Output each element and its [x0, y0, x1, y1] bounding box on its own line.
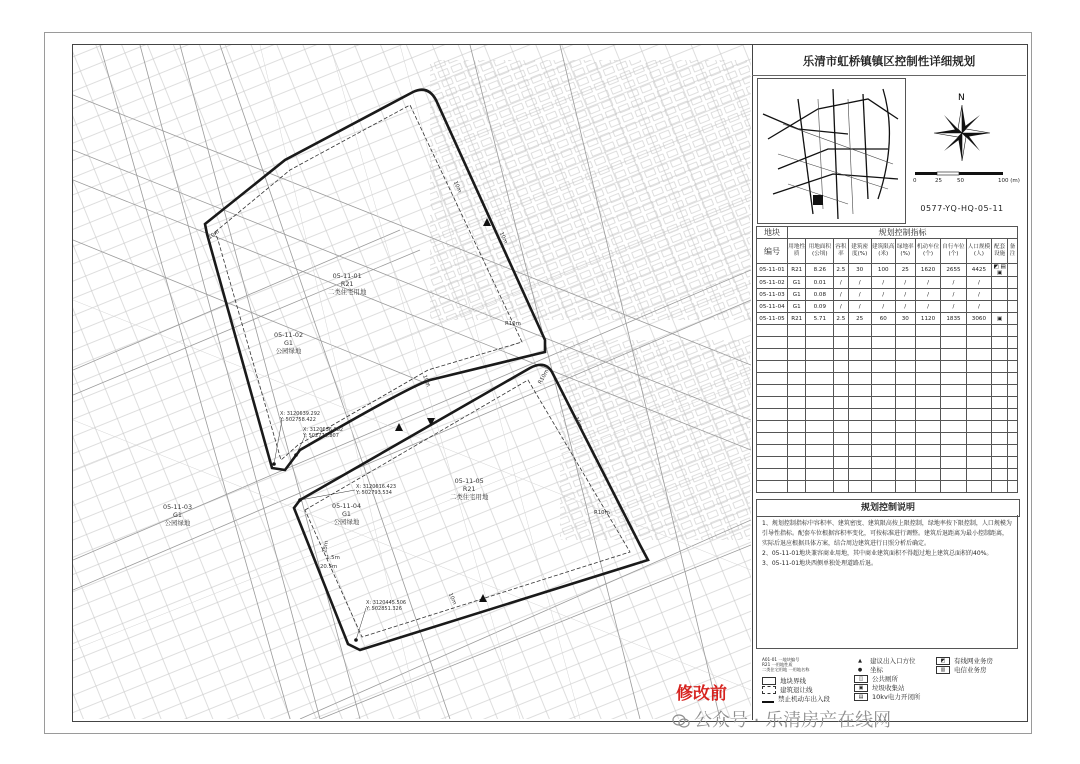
legend-item: ▥ 电信业务房 [936, 665, 987, 674]
table-row-empty [757, 481, 1018, 493]
table-cell: / [848, 289, 871, 301]
revision-stamp: 修改前 [676, 684, 727, 704]
watermark: 公众号 · 乐清房产在线网 [672, 706, 891, 732]
col-header: 绿地率(%) [895, 239, 915, 264]
table-row [757, 313, 1018, 325]
dimension-label: R10m [505, 321, 521, 327]
table-cell: / [871, 289, 895, 301]
key-plan [757, 78, 906, 224]
legend-item: ◩ 有线网业务房 [936, 656, 993, 665]
table-cell: / [941, 277, 966, 289]
plot-no-header: 编号 [757, 239, 788, 264]
table-cell [1008, 277, 1018, 289]
drawing-title: 乐清市虹桥镇镇区控制性详细规划 [752, 47, 1026, 76]
table-cell: 3060 [966, 313, 991, 325]
table-cell: 30 [848, 264, 871, 277]
table-cell: 2.5 [834, 264, 848, 277]
dimension-label: R10m [594, 510, 610, 516]
scale-label: 50 [957, 178, 964, 184]
legend-plot-code: A01-01 一地块编号 R21 一用地性质 二类住宅用地 一用地名称 [762, 657, 810, 672]
table-row-empty [757, 469, 1018, 481]
table-cell: G1 [788, 301, 806, 313]
table-row-empty [757, 421, 1018, 433]
table-cell: 2.5 [834, 313, 848, 325]
note-line: 2、05-11-01地块兼容商业用地，其中商业建筑面积不得超过地上建筑总面积的40%。 [762, 550, 993, 557]
dimension-label: 10m [207, 229, 221, 241]
table-cell: 05-11-01 [757, 264, 788, 277]
col-header: 建筑密度(%) [848, 239, 871, 264]
legend-item: 地块界线 [762, 676, 806, 685]
col-header: 用地面积(公顷) [806, 239, 834, 264]
table-row-empty [757, 445, 1018, 457]
table-cell: / [848, 277, 871, 289]
dimension-label: 10m [572, 416, 584, 430]
table-cell: ◩ ▤ ▣ [993, 264, 1006, 276]
table-cell: / [915, 301, 940, 313]
legend-item: ▲ 建议出入口方位 [858, 657, 916, 665]
dimension-label: R10m [537, 368, 551, 386]
table-cell: / [941, 289, 966, 301]
table-cell [1008, 289, 1018, 301]
table-cell: 5.71 [806, 313, 834, 325]
col-header: 机动车位(个) [915, 239, 940, 264]
table-row-empty [757, 361, 1018, 373]
note-line: 3、05-11-01地块西侧单独处理道路后退。 [762, 560, 878, 567]
table-cell: 05-11-02 [757, 277, 788, 289]
table-cell: / [966, 301, 991, 313]
indicator-group-title: 规划控制指标 [788, 227, 1018, 239]
legend-item: ▤ 10kv电力开闭所 [854, 692, 920, 701]
table-row [757, 264, 1018, 277]
col-header: 配套设施 [992, 239, 1008, 264]
table-cell: 2655 [941, 264, 966, 277]
table-cell: / [834, 289, 848, 301]
table-cell: / [895, 301, 915, 313]
table-cell: / [966, 289, 991, 301]
table-cell: R21 [788, 264, 806, 277]
dimension-label: 15m [322, 540, 331, 554]
table-cell: / [895, 289, 915, 301]
table-row-empty [757, 373, 1018, 385]
table-row-empty [757, 325, 1018, 337]
table-cell [1008, 301, 1018, 313]
table-row [757, 277, 1018, 289]
scale-label: 100 (m) [998, 178, 1020, 184]
table-cell: 0.08 [806, 289, 834, 301]
table-cell: R21 [788, 313, 806, 325]
table-cell: 05-11-04 [757, 301, 788, 313]
legend [756, 652, 1018, 712]
table-cell: 0.09 [806, 301, 834, 313]
col-header: 备注 [1008, 239, 1018, 264]
table-cell: 100 [871, 264, 895, 277]
dimension-label: 1.5m [326, 555, 340, 561]
table-row-empty [757, 397, 1018, 409]
table-cell: G1 [788, 289, 806, 301]
table-cell: 25 [895, 264, 915, 277]
indicator-table [756, 226, 1018, 493]
legend-item: 建筑退让线 [762, 685, 813, 694]
dimension-label: 10m [446, 592, 458, 606]
table-cell: / [915, 289, 940, 301]
legend-item: ◫ 公共厕所 [854, 674, 898, 683]
table-cell: 1120 [915, 313, 940, 325]
parcel-label-05-11-01: 05-11-01 R21 二类住宅用地 [328, 272, 367, 296]
parcel-label-05-11-03: 05-11-03 G1 公园绿地 [163, 503, 193, 527]
table-cell [1008, 313, 1018, 325]
table-cell: 4425 [966, 264, 991, 277]
table-cell: 1835 [941, 313, 966, 325]
svg-text:N: N [958, 93, 965, 103]
table-row-empty [757, 337, 1018, 349]
legend-item: 禁止机动车出入段 [762, 694, 830, 703]
coordinate-label: X: 3120616.423 Y: 502793.534 [356, 484, 397, 496]
table-cell: 60 [871, 313, 895, 325]
table-cell: / [941, 301, 966, 313]
table-cell: / [915, 277, 940, 289]
coordinate-label: X: 3120445.506 Y: 502851.326 [366, 600, 407, 612]
table-cell: G1 [788, 277, 806, 289]
table-row-empty [757, 433, 1018, 445]
col-header: 建筑限高(米) [871, 239, 895, 264]
scale-label: 0 [913, 178, 917, 184]
table-cell: / [834, 301, 848, 313]
table-cell [992, 289, 1008, 301]
table-row-empty [757, 349, 1018, 361]
coordinate-label: X: 3120636.082 Y: 502776.807 [303, 427, 344, 439]
dimension-label: 10m [497, 231, 509, 245]
table-cell: / [895, 277, 915, 289]
sheet-number: 0577-YQ-HQ-05-11 [920, 204, 1004, 213]
table-cell: / [966, 277, 991, 289]
site-location-marker [813, 195, 823, 205]
notes-title: 规划控制说明 [756, 499, 1020, 517]
table-cell [992, 277, 1008, 289]
table-cell: / [848, 301, 871, 313]
table-cell [1008, 264, 1018, 277]
col-header: 自行车位(个) [941, 239, 966, 264]
table-row [757, 289, 1018, 301]
table-cell: ▣ [992, 313, 1008, 325]
legend-item: ● 坐标 [857, 666, 883, 674]
table-cell: 30 [895, 313, 915, 325]
table-row [757, 301, 1018, 313]
table-cell: 8.26 [806, 264, 834, 277]
parcel-label-05-11-05: 05-11-05 R21 二类住宅用地 [450, 477, 489, 501]
table-cell: / [871, 301, 895, 313]
table-cell: 05-11-05 [757, 313, 788, 325]
table-cell: 1620 [915, 264, 940, 277]
table-cell: / [871, 277, 895, 289]
col-header: 人口规模(人) [966, 239, 991, 264]
table-cell: / [834, 277, 848, 289]
parcel-label-05-11-04: 05-11-04 G1 公园绿地 [332, 502, 362, 526]
legend-item: ▣ 垃圾收集站 [854, 683, 905, 692]
note-line: 1、规划控制指标中容积率、建筑密度、建筑限高按上限控制，绿地率按下限控制，人口规模为引导性指标。配套车位根据容积率变化，可按标准进行调整。建筑后退距离为最小控制距离，实际后退应根据具体方案，结合周边建筑进行日照分析后确定。 [762, 520, 1012, 547]
col-header: 容积率 [834, 239, 848, 264]
table-cell: 25 [848, 313, 871, 325]
dimension-label: 10m [451, 180, 463, 194]
table-row-empty [757, 457, 1018, 469]
parcel-label-05-11-02: 05-11-02 G1 公园绿地 [274, 331, 304, 355]
table-row-empty [757, 409, 1018, 421]
table-cell [992, 301, 1008, 313]
table-cell: 0.01 [806, 277, 834, 289]
dimension-label: 10m [421, 374, 431, 388]
coordinate-label: X: 3120639.292 Y: 502758.422 [280, 411, 321, 423]
table-cell: 05-11-03 [757, 289, 788, 301]
wechat-icon [672, 714, 690, 728]
scale-label: 25 [935, 178, 942, 184]
col-header: 用地性质 [788, 239, 806, 264]
table-row-empty [757, 385, 1018, 397]
notes-body [756, 515, 1018, 649]
compass-and-scale [905, 78, 1017, 222]
plot-header: 地块 [757, 227, 788, 239]
dimension-label: 20.5m [320, 564, 338, 570]
